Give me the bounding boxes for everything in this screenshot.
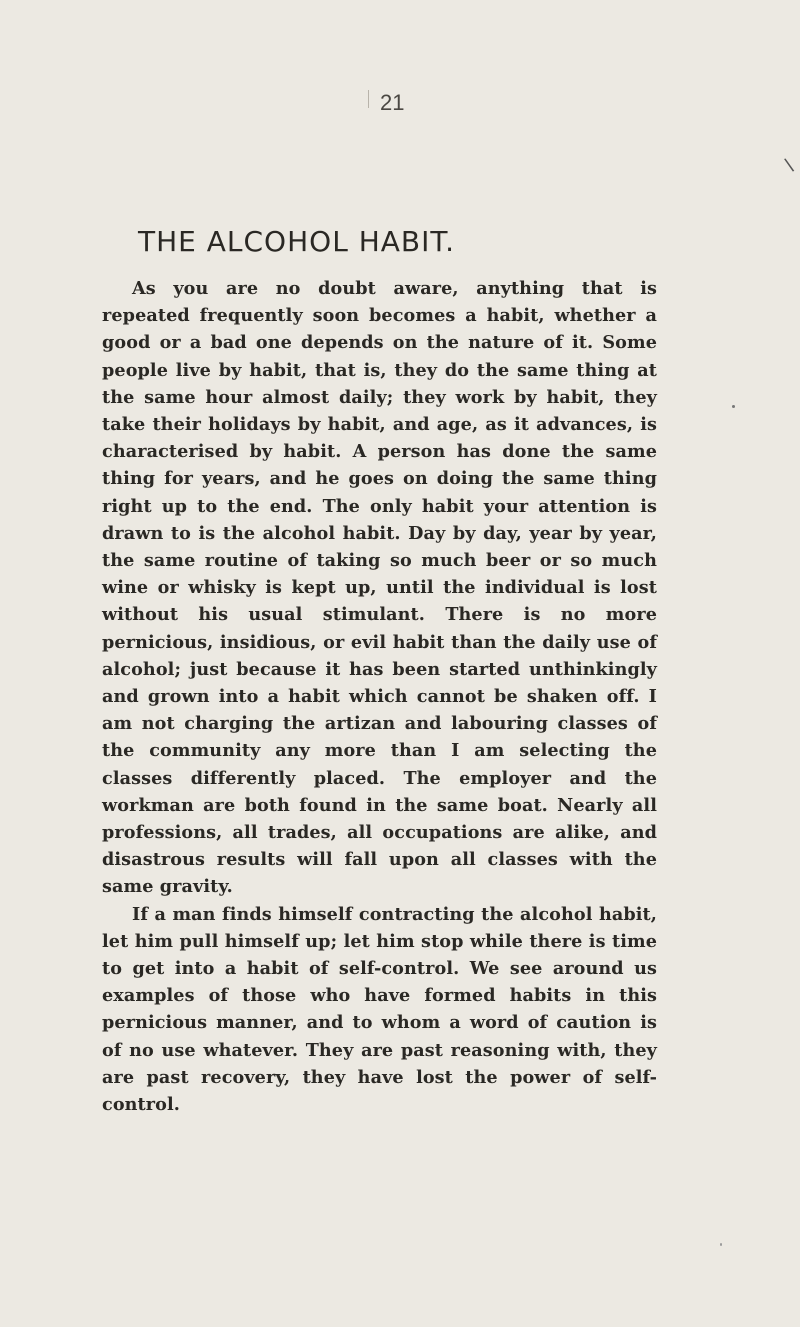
body-text <box>102 275 657 1118</box>
paragraph-1: As you are no doubt aware, anything that is repeated frequently soon becomes a habit, whether a good or a bad one depends on the nature of it. Some people live by habit, that is, they do the same thing at the same hour almost daily; they work by habit, they take their holidays by habit, and age, as it advances, is characterised by habit. A person has done the same thing for years, and he goes on doing the same thing right up to the end. The only habit your attention is drawn to is the alcohol habit. Day by day, year by year, the same routine of taking so much beer or so much wine or whisky is kept up, until the individual is lost without his usual stimulant. There is no more pernicious, insidious, or evil habit than the daily use of alcohol; just because it has been started unthinkingly and grown into a habit which cannot be shaken off. I am not charging the artizan and labouring classes of the community any more than I am selecting the classes differently placed. The employer and the workman are both found in the same boat. Nearly all professions, all trades, all occupations are alike, and disastrous results will fall upon all classes with the same gravity. <box>102 278 657 898</box>
page-number: 21 <box>380 90 405 115</box>
margin-stroke-mark: \ <box>783 154 796 178</box>
ink-speck <box>720 1243 722 1246</box>
ink-speck <box>732 405 735 408</box>
paper-fold-mark <box>368 90 369 108</box>
paragraph-2: If a man finds himself contracting the alcohol habit, let him pull himself up; let him stop while there is time to get into a habit of self-control. We see around us examples of those who have formed habits in this pernicious manner, and to whom a word of caution is of no use whatever. They are past reasoning with, they are past recovery, they have lost the power of self-control. <box>102 903 657 1116</box>
page-title: THE ALCOHOL HABIT. <box>138 225 456 258</box>
